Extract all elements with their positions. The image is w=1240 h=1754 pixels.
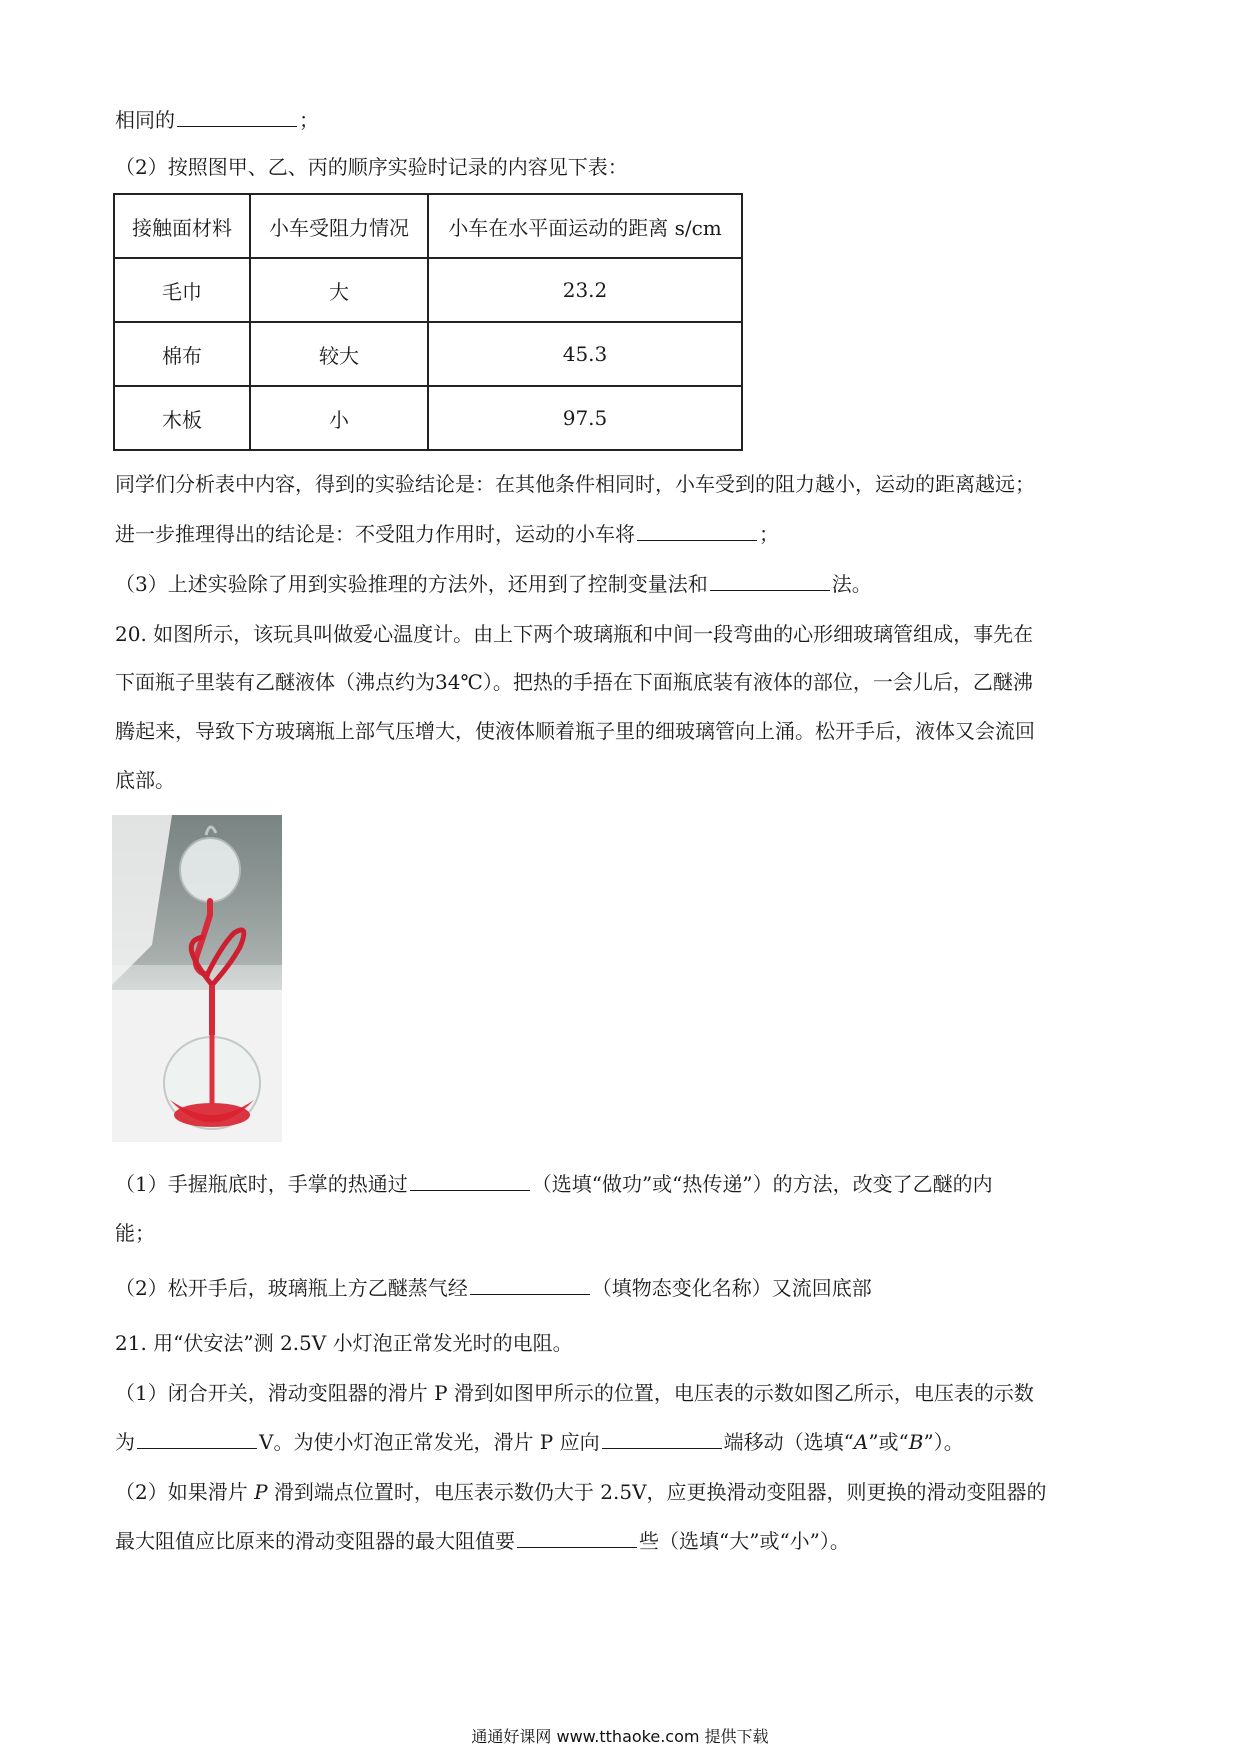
text-line: 最大阻值应比原来的滑动变阻器的最大阻值要 些（选填“大”或“小”）。 [115,1529,850,1553]
table-cell: 毛巾 [114,258,250,322]
text-line: 腾起来，导致下方玻璃瓶上部气压增大，使液体顺着瓶子里的细玻璃管向上涌。松开手后，液体又会流回 [115,719,1035,743]
answer-blank [410,1170,530,1191]
table-cell: 45.3 [428,322,742,386]
text-line: 进一步推理得出的结论是：不受阻力作用时，运动的小车将 ； [115,522,779,546]
answer-blank [137,1428,257,1449]
answer-blank [177,106,297,127]
text-line: 底部。 [115,768,175,792]
text-line: （1）闭合开关，滑动变阻器的滑片 P 滑到如图甲所示的位置，电压表的示数如图乙所示，电压表的示数 [115,1381,1034,1405]
answer-blank [637,520,757,541]
table-header-row [114,194,742,258]
heart-thermometer-photo [112,815,282,1142]
text-line: （2）松开手后，玻璃瓶上方乙醚蒸气经 （填物态变化名称）又流回底部 [115,1276,872,1300]
text-line: 21. 用“伏安法”测 2.5V 小灯泡正常发光时的电阻。 [115,1331,573,1355]
text-line: 下面瓶子里装有乙醚液体（沸点约为34℃）。把热的手捂在下面瓶底装有液体的部位，一会儿后，乙醚沸 [115,670,1033,694]
table-row [114,322,742,386]
data-table [113,193,743,451]
table-cell: 小 [250,386,428,450]
table-cell: 大 [250,258,428,322]
text-line: （2）如果滑片 P 滑到端点位置时，电压表示数仍大于 2.5V，应更换滑动变阻器，则更换的滑动变阻器的 [115,1480,1047,1504]
text-line: （3）上述实验除了用到实验推理的方法外，还用到了控制变量法和 法。 [115,572,872,596]
text-line: 20. 如图所示，该玩具叫做爱心温度计。由上下两个玻璃瓶和中间一段弯曲的心形细玻璃管组成，事先在 [115,622,1034,646]
table-cell: 棉布 [114,322,250,386]
table-cell: 23.2 [428,258,742,322]
text-line: 能； [115,1221,155,1245]
table-cell: 97.5 [428,386,742,450]
table-header-cell: 小车在水平面运动的距离 s/cm [428,194,742,258]
text-line: （2）按照图甲、乙、丙的顺序实验时记录的内容见下表： [115,155,628,179]
text-line: 相同的 ； [115,108,319,132]
table-cell: 较大 [250,322,428,386]
text-line: 同学们分析表中内容，得到的实验结论是：在其他条件相同时，小车受到的阻力越小，运动的距离越远； [115,472,1035,496]
answer-blank [517,1527,637,1548]
text-line: 为 V。为使小灯泡正常发光，滑片 P 应向 端移动（选填“A”或“B”）。 [115,1430,964,1454]
table-cell: 木板 [114,386,250,450]
table-row [114,386,742,450]
table-header-cell: 小车受阻力情况 [250,194,428,258]
answer-blank [470,1274,590,1295]
answer-blank [710,570,830,591]
table-row [114,258,742,322]
page-footer: 通通好课网 www.tthaoke.com 提供下载 [471,1727,769,1746]
text-line: （1）手握瓶底时，手掌的热通过 （选填“做功”或“热传递”）的方法，改变了乙醚的内 [115,1172,993,1196]
answer-blank [602,1428,722,1449]
table-header-cell: 接触面材料 [114,194,250,258]
